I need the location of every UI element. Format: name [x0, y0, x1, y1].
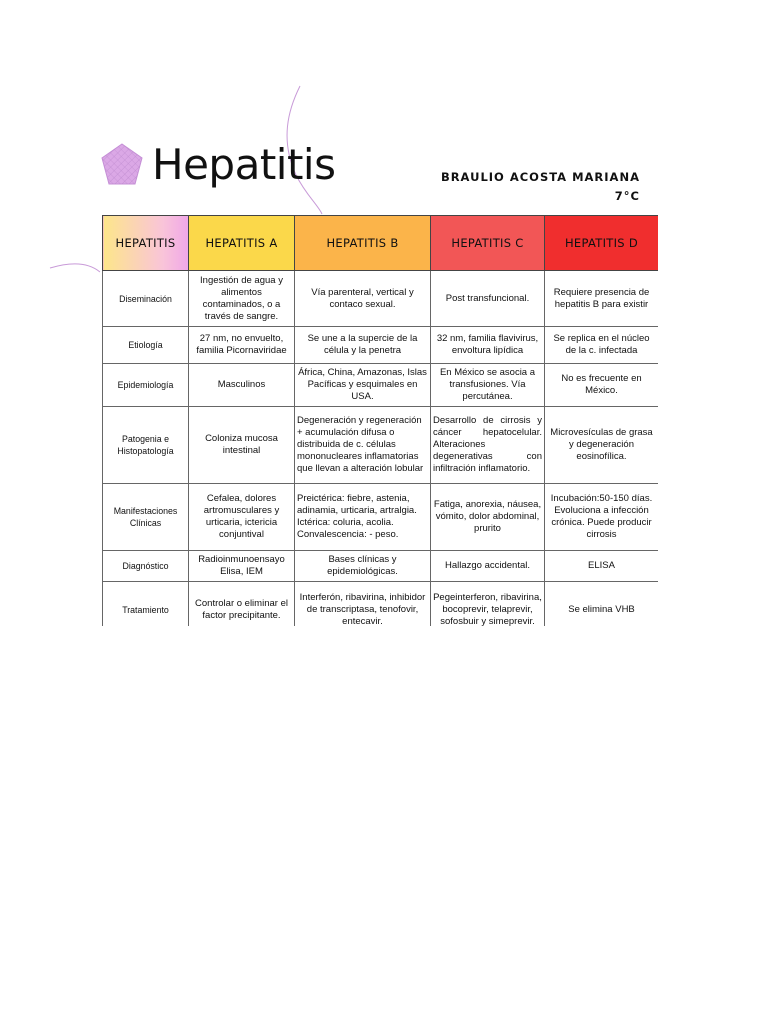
table-row — [103, 582, 659, 627]
document-title: Hepatitis — [152, 140, 336, 189]
table-cell: Coloniza mucosa intestinal — [189, 407, 295, 484]
table-cell: Vía parenteral, vertical y contaco sexual. — [295, 271, 431, 327]
table-cell: Post transfuncional. — [431, 271, 545, 327]
comparison-table-container — [102, 215, 658, 626]
hepatitis-comparison-table — [102, 215, 658, 626]
table-cell: Radioinmunoensayo Elisa, IEM — [189, 551, 295, 582]
cell-line: Convalescencia: - peso. — [297, 529, 399, 540]
row-label: Manifestaciones Clínicas — [103, 484, 189, 551]
table-row — [103, 327, 659, 364]
table-cell: 27 nm, no envuelto, familia Picornaviridae — [189, 327, 295, 364]
table-row — [103, 407, 659, 484]
author-block — [441, 168, 640, 206]
table-cell: Microvesículas de grasa y degeneración eosinofílica. — [545, 407, 659, 484]
table-cell: Ingestión de agua y alimentos contaminados, o a través de sangre. — [189, 271, 295, 327]
table-cell: Incubación:50-150 días. Evoluciona a infección crónica. Puede producir cirrosis — [545, 484, 659, 551]
table-cell-multiline — [295, 484, 431, 551]
table-cell: Masculinos — [189, 364, 295, 407]
table-cell: 32 nm, familia flavivirus, envoltura lipídica — [431, 327, 545, 364]
table-cell: Desarrollo de cirrosis y cáncer hepatocelular. Alteraciones degenerativas con infiltración inflamatorio. — [431, 407, 545, 484]
table-cell: No es frecuente en México. — [545, 364, 659, 407]
table-cell: Hallazgo accidental. — [431, 551, 545, 582]
table-cell: Requiere presencia de hepatitis B para existir — [545, 271, 659, 327]
table-cell: Degeneración y regeneración + acumulación difusa o distribuida de c. células mononucleares inflamatorias que llevan a alteración lobular — [295, 407, 431, 484]
table-row — [103, 364, 659, 407]
row-label: Tratamiento — [103, 582, 189, 627]
pentagon-logo-icon — [100, 142, 144, 188]
table-row — [103, 271, 659, 327]
row-label: Patogenia e Histopatología — [103, 407, 189, 484]
author-name: BRAULIO ACOSTA MARIANA — [440, 170, 640, 184]
table-cell: En México se asocia a transfusiones. Vía percutánea. — [431, 364, 545, 407]
table-cell: Pegeinterferon, ribavirina, bocoprevir, telaprevir, sofosbuir y simeprevir. — [431, 582, 545, 627]
table-cell: Bases clínicas y epidemiológicas. — [295, 551, 431, 582]
table-cell: Interferón, ribavirina, inhibidor de transcriptasa, tenofovir, entecavir. — [295, 582, 431, 627]
row-label: Etiología — [103, 327, 189, 364]
row-label: Epidemiología — [103, 364, 189, 407]
table-row — [103, 484, 659, 551]
table-cell: Cefalea, dolores artromusculares y urticaria, ictericia conjuntival — [189, 484, 295, 551]
row-label: Diseminación — [103, 271, 189, 327]
table-cell: Se elimina VHB — [545, 582, 659, 627]
table-cell: Se une a la supercie de la célula y la penetra — [295, 327, 431, 364]
group-label: 7°C — [614, 189, 640, 203]
header-hepatitis-b: HEPATITIS B — [295, 216, 431, 271]
table-cell: ELISA — [545, 551, 659, 582]
table-cell: Se replica en el núcleo de la c. infectada — [545, 327, 659, 364]
table-cell: Controlar o eliminar el factor precipitante. — [189, 582, 295, 627]
row-label: Diagnóstico — [103, 551, 189, 582]
table-cell: África, China, Amazonas, Islas Pacíficas y esquimales en USA. — [295, 364, 431, 407]
table-header-row — [103, 216, 659, 271]
table-row — [103, 551, 659, 582]
table-cell: Fatiga, anorexia, náusea, vómito, dolor abdominal, prurito — [431, 484, 545, 551]
header-hepatitis: HEPATITIS — [103, 216, 189, 271]
cell-line: Ictérica: coluria, acolia. — [297, 517, 394, 528]
header-hepatitis-d: HEPATITIS D — [545, 216, 659, 271]
header-hepatitis-a: HEPATITIS A — [189, 216, 295, 271]
cell-line: Preictérica: fiebre, astenia, adinamia, urticaria, artralgia. — [297, 493, 417, 516]
header-hepatitis-c: HEPATITIS C — [431, 216, 545, 271]
